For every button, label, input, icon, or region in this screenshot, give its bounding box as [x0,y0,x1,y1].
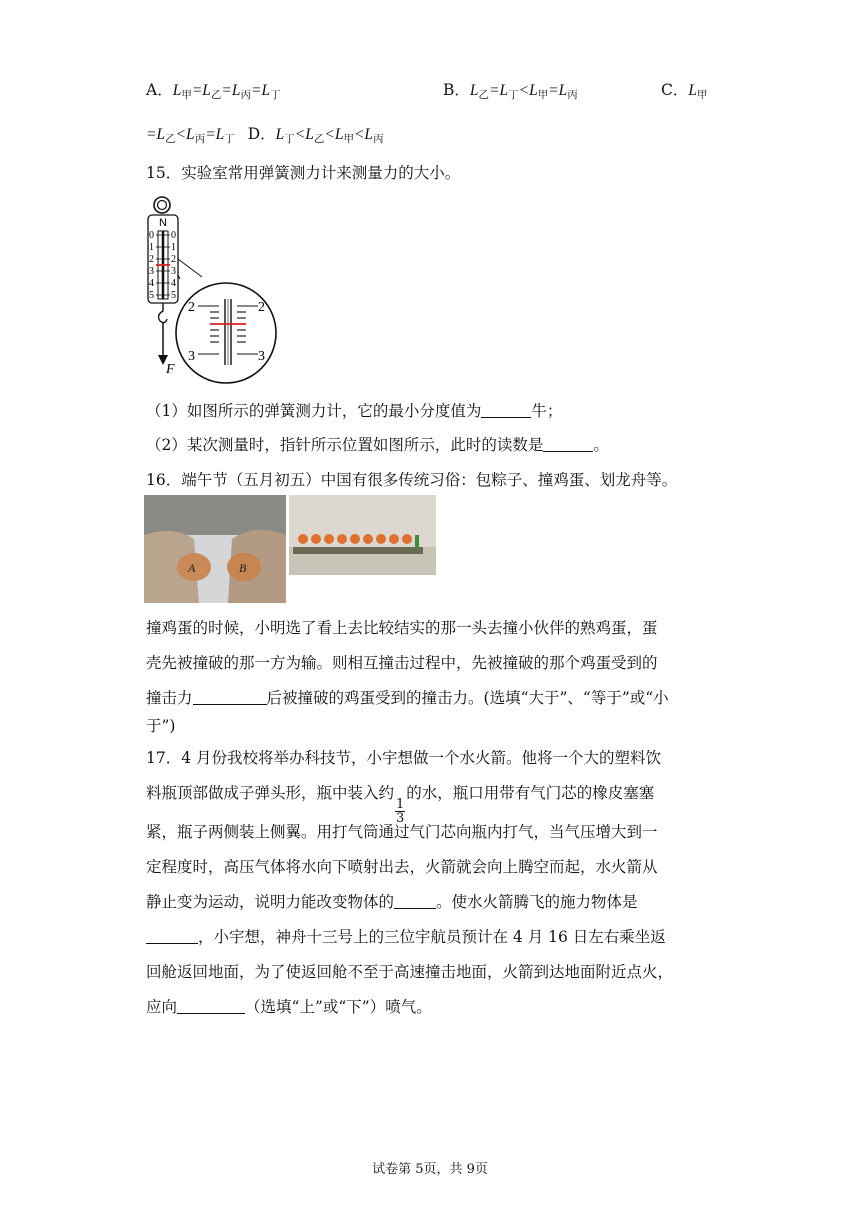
svg-text:B: B [239,561,247,575]
q14-option-d: D．L丁<L乙<L甲<L丙 [247,125,384,145]
spring-scale-figure [140,193,280,393]
scale-right-labels [171,230,176,301]
svg-text:2: 2 [258,300,265,315]
svg-text:2: 2 [149,254,154,265]
boat-hull [293,547,423,554]
svg-text:1: 1 [149,242,154,253]
q15-stem: 15．实验室常用弹簧测力计来测量力的大小。 [146,164,461,182]
svg-text:5: 5 [171,290,176,301]
answer-blank[interactable] [193,689,267,705]
svg-text:1: 1 [171,242,176,253]
q17-line-1: 17．4 月份我校将举办科技节，小宇想做一个水火箭。他将一个大的塑料饮 [146,749,662,767]
rowers [298,534,412,544]
force-label: F [166,362,175,377]
answer-blank[interactable] [394,893,436,909]
svg-text:5: 5 [149,290,154,301]
q17-line-8: 应向 （选填“上”或“下”）喷气。 [146,998,432,1016]
q17-line-6: ，小宇想，神舟十三号上的三位宇航员预计在 4 月 16 日左右乘坐返 [146,924,666,950]
q16-stem: 16．端午节（五月初五）中国有很多传统习俗：包粽子、撞鸡蛋、划龙舟等。 [146,471,678,489]
q17-line-3: 紧，瓶子两侧装上侧翼。用打气筒通过气门芯向瓶内打气，当气压增大到一 [146,823,658,841]
fraction-one-third: $\frac{1}{3}$ [396,797,405,826]
q14-option-c-continued: =L乙<L丙=L丁 D．L丁<L乙<L甲<L丙 [146,125,384,145]
svg-text:4: 4 [149,278,154,289]
answer-blank[interactable] [543,436,593,452]
q14-option-a: A．L甲=L乙=L丙=L丁 [146,81,281,101]
q17-line-5: 静止变为运动，说明力能改变物体的 。使水火箭腾飞的施力物体是 [146,893,638,911]
answer-blank[interactable] [177,998,245,1014]
answer-blank[interactable] [481,402,531,418]
svg-text:0: 0 [171,230,176,241]
unit-label: N [159,217,167,229]
svg-text:3: 3 [258,349,265,364]
q14-option-b: B．L乙=L丁<L甲=L丙 [443,81,578,101]
svg-text:3: 3 [188,349,195,364]
answer-blank[interactable] [146,928,198,944]
hook-icon [159,303,167,323]
q17-line-2: 料瓶顶部做成子弹头形，瓶中装入约 $\frac{1}{3}$ 的水，瓶口用带有气门芯的橡皮塞塞 [146,784,655,826]
boat-flag [415,535,419,549]
svg-text:0: 0 [149,230,154,241]
svg-text:2: 2 [171,254,176,265]
q17-line-7: 回舱返回地面，为了使返回舱不至于高速撞击地面，火箭到达地面附近点火， [146,963,674,981]
svg-text:2: 2 [188,300,195,315]
svg-text:3: 3 [171,266,176,277]
q16-text-line-3: 撞击力 后被撞破的鸡蛋受到的撞击力。(选填“大于”、“等于”或“小 [146,689,669,707]
svg-text:3: 3 [149,266,154,277]
q16-text-line-4: 于”) [146,717,176,735]
svg-text:A: A [188,561,196,575]
q16-text-line-2: 壳先被撞破的那一方为输。则相互撞击过程中，先被撞破的那个鸡蛋受到的 [146,654,658,672]
q16-text-line-1: 撞鸡蛋的时候，小明选了看上去比较结实的那一头去撞小伙伴的熟鸡蛋，蛋 [146,619,658,637]
hanging-ring [154,197,170,213]
scale-left-labels [149,230,154,301]
dragon-boat-photo [289,495,436,575]
q17-line-4: 定程度时，高压气体将水向下喷射出去，火箭就会向上腾空而起，水火箭从 [146,858,658,876]
svg-text:4: 4 [171,278,176,289]
magnified-view [176,283,276,383]
page-footer: 试卷第 5页，共 9页 [372,1162,488,1177]
q15-part-1: （1）如图所示的弹簧测力计，它的最小分度值为 牛； [146,402,563,420]
egg-tapping-photo [144,495,286,603]
q15-part-2: （2）某次测量时，指针所示位置如图所示，此时的读数是 。 [146,436,609,454]
q14-option-c: C．L甲 [661,81,708,101]
